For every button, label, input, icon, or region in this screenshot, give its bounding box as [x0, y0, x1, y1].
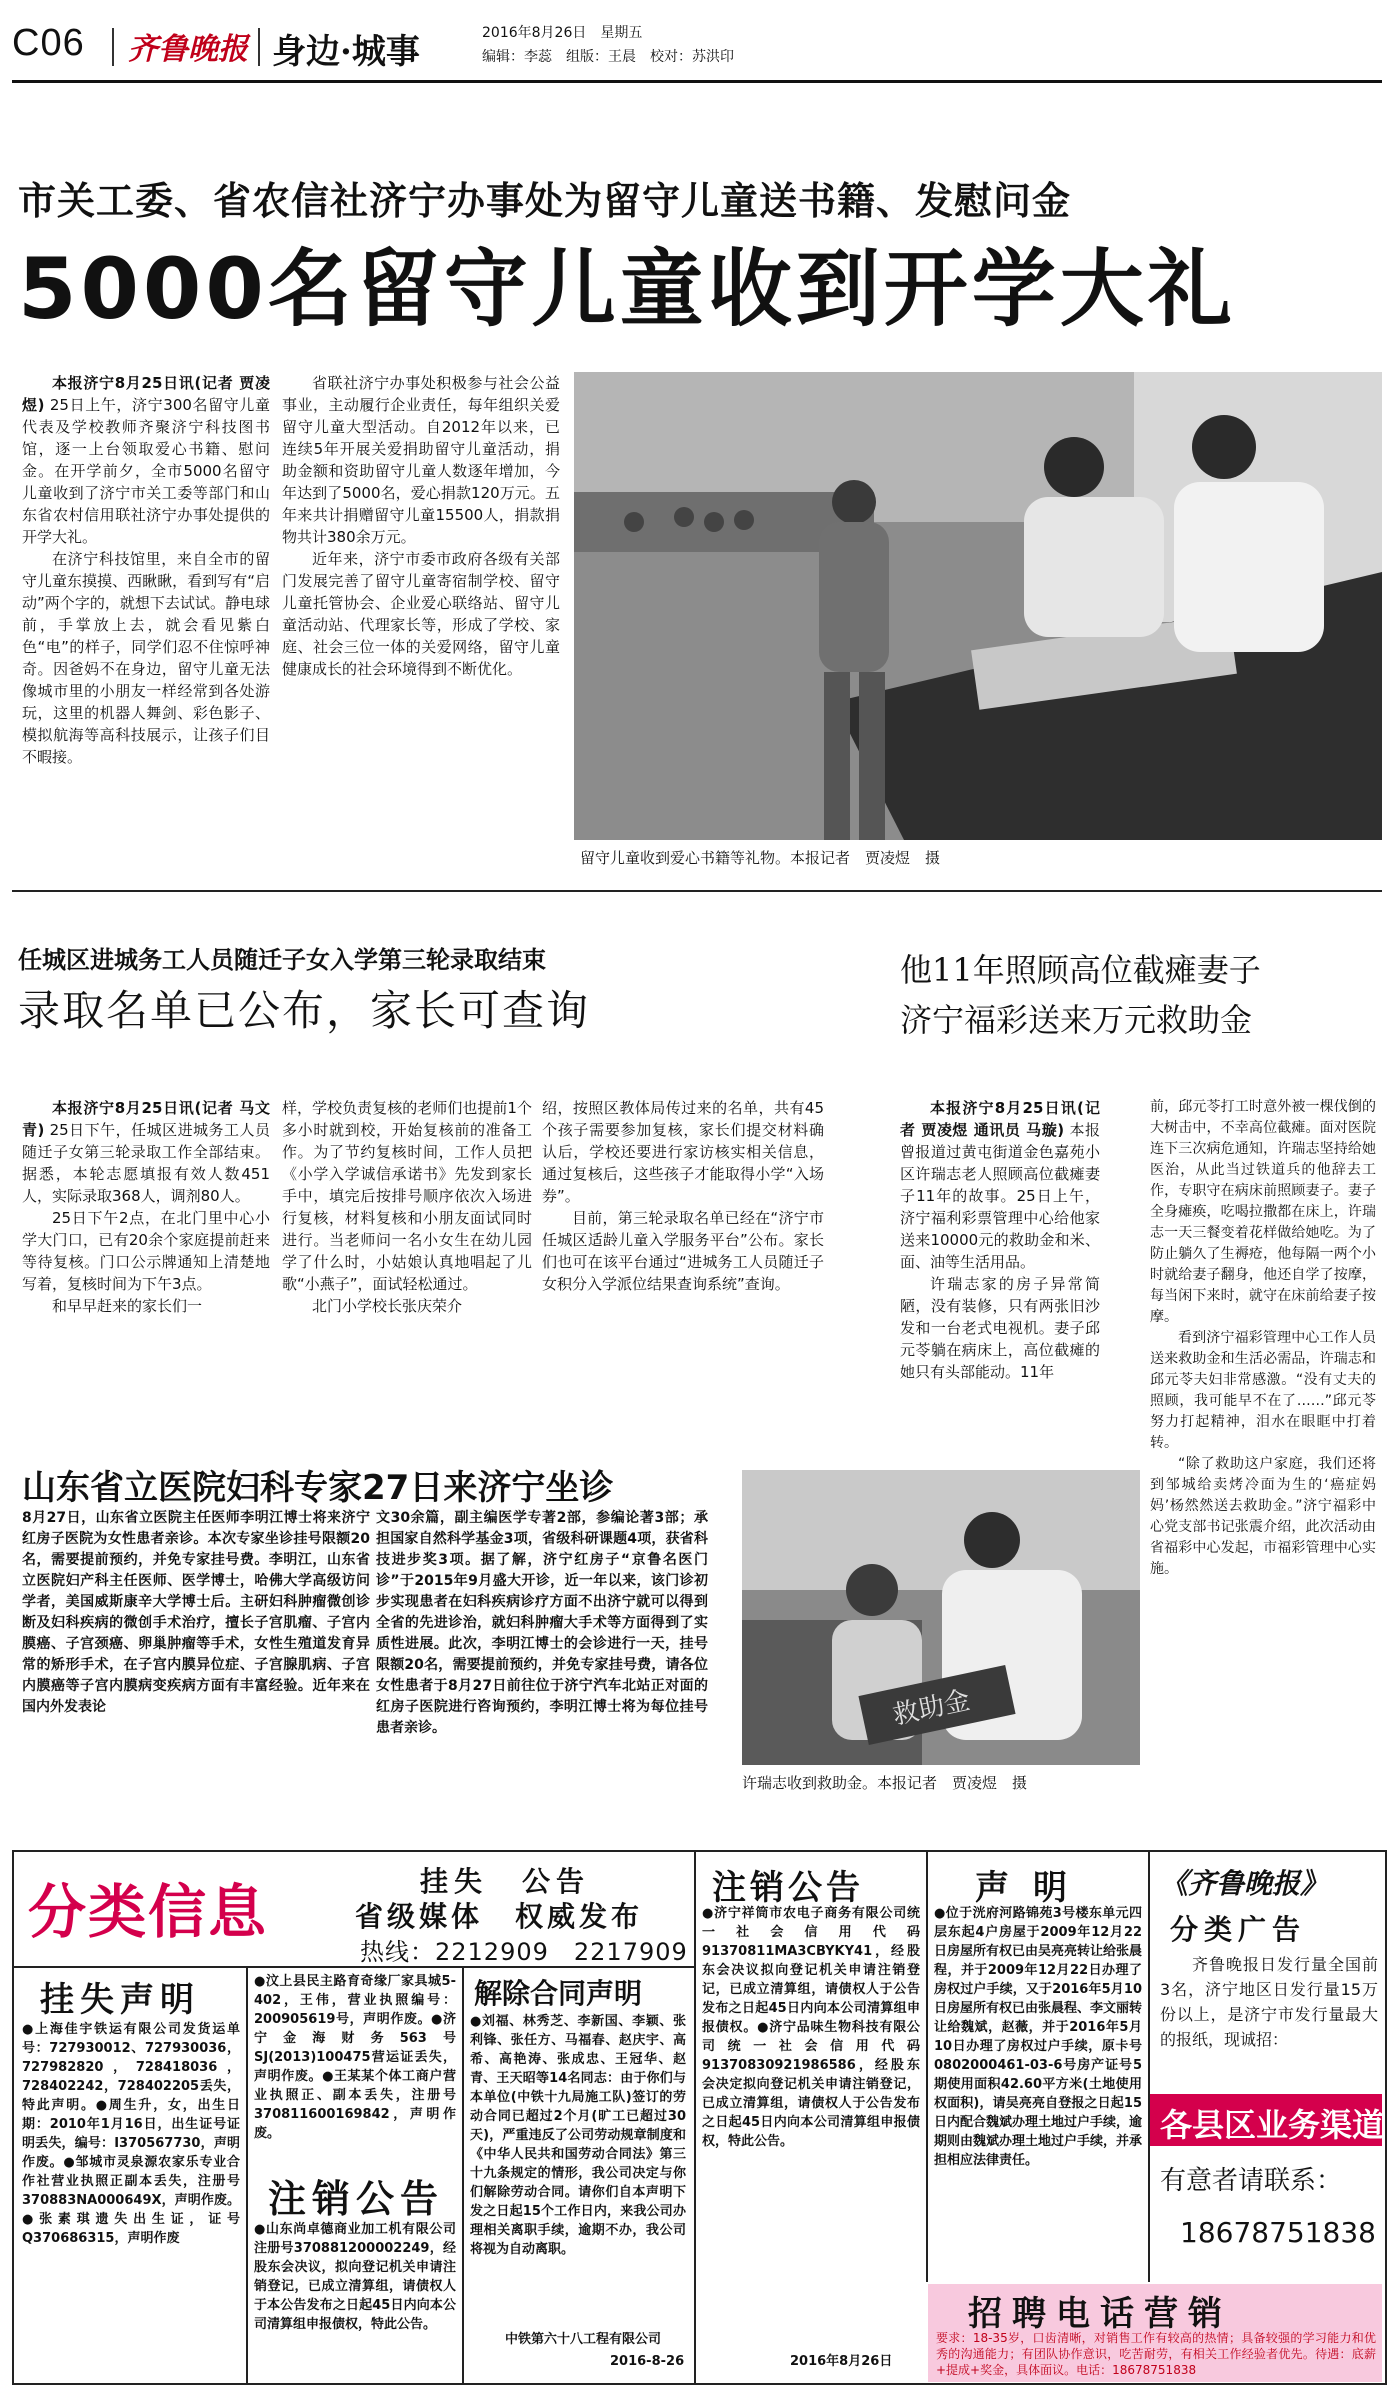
decl-text: ●位于洸府河路锦苑3号楼东单元四层东起4户房屋于2009年12月22日房屋所有权已由吴亮亮转让给张晨程，并于2009年12月22日办理了房权过户手续，又于2016年5月10日房屋所有权已由张晨程、李文丽转让给魏斌，赵薇，并于2016年5月10日办理了房权过户手续，原卡号0802000461-03-6号房产证号5期使用面积42.60平方米(土地使用权面积)，请吴亮亮自登报之日起15日内配合魏斌办理土地过户手续，逾期则由魏斌办理土地过户手续，并承担相应法律责任。 — [934, 1906, 1143, 2168]
contract-date: 2016-8-26 — [610, 2354, 685, 2369]
story1-photo — [574, 372, 1382, 840]
ad-subheader: 分类广告 — [1170, 1913, 1307, 1946]
story3-photo-art — [742, 1470, 1140, 1765]
header-rule — [12, 80, 1382, 83]
story3-para: 许瑞志家的房子异常简陋，没有装修，只有两张旧沙发和一台老式电视机。妻子邱元苓躺在病床上，高位截瘫的她只有头部能动。11年 — [900, 1275, 1100, 1381]
story2-lead: 本报济宁8月25日讯(记者 马文青) — [22, 1099, 270, 1139]
story1-photo-caption: 留守儿童收到爱心书籍等礼物。本报记者 贾凌煜 摄 — [580, 849, 941, 867]
recruit-header: 招聘电话营销 — [968, 2294, 1232, 2334]
story4-col2: 文30余篇，副主编医学专著2部，参编论著3部；承担国家自然科学基金3项，省级科研课题4项，获省科技进步奖3项。据了解，济宁红房子“京鲁名医门诊”于2015年9月盛大开诊，近一年以来，该门诊初步实现患者在妇科疾病诊疗方面不出济宁就可以得到全省的先进诊治，就妇科肿瘤大手术等方面得到了实质性进展。此次，李明江博士的会诊进行一天，挂号限额20名，需要提前预约，并免专家挂号费，请各位女性患者于8月27日前往位于济宁汽车北站正对面的红房子医院进行咨询预约，李明江博士将为每位挂号患者亲诊。 — [376, 1510, 708, 1736]
story3-col1 — [900, 1097, 1100, 1383]
cancel-date: 2016年8月26日 — [790, 2354, 893, 2369]
story2-para: 25日下午，任城区进城务工人员随迁子女第三轮录取工作全部结束。据悉，本轮志愿填报有效人数451人，实际录取368人，调剂80人。 — [22, 1121, 270, 1205]
lost-header: 挂失声明 — [40, 1980, 200, 2020]
lost-text: ●上海佳宇铁运有限公司发货运单号：727930012、727930036，727982820，728418036，728402242，728402205丢失，特此声明。●周生升，女，出生日期：2010年1月16日，出生证号证明丢失，编号：I370567730，声明作废。●邹城市灵泉源农家乐专业合作社营业执照正副本丢失，注册号370883NA000649X，声明作废。●张素琪遗失出生证，证号Q370686315，声明作废 — [22, 2022, 240, 2246]
classified-tag2: 省级媒体 权威发布 — [355, 1900, 644, 1933]
header-divider — [258, 28, 260, 66]
donation-banner-text: 救助金 — [890, 1685, 973, 1731]
cancel-header: 注销公告 — [712, 1868, 864, 1908]
ad-highlight: 各县区业务渠道 — [1160, 2106, 1385, 2144]
story1-headline: 5000名留守儿童收到开学大礼 — [18, 240, 1236, 338]
story2-para: 25日下午2点，在北门里中心小学大门口，已有20余个家庭提前赶来等待复核。门口公示牌通知上清楚地写着，复核时间为下午3点。 — [22, 1209, 270, 1293]
section-title: 身边·城事 — [272, 32, 420, 72]
story3-lead: 本报济宁8月25日讯(记者 贾凌煜 通讯员 马璇) — [900, 1099, 1100, 1139]
story1-lead: 本报济宁8月25日讯(记者 贾凌煜) — [22, 374, 270, 414]
cancel-text: ●济宁祥筒市农电子商务有限公司统一社会信用代码91370811MA3CBYKY41，经股东会决议拟向登记机关申请注销登记，已成立清算组，请债权人于公告发布之日起45日内向本公司清算组申报债权。●济宁品味生物科技有限公司统一社会信用代码91370830921986586，经股东会决定拟向登记机关申请注销登记，已成立清算组，请债权人于公告发布之日起45日内向本公司清算组申报债权，特此公告。 — [702, 1906, 920, 2149]
story3-para: “除了救助这户家庭，我们还将到邹城给卖烤冷面为生的‘癌症妈妈’杨然然送去救助金。”济宁福彩中心党支部书记张震介绍，此次活动由省福彩中心发起，市福彩管理中心实施。 — [1150, 1456, 1376, 1577]
ad-text: 齐鲁晚报日发行量全国前3名，济宁地区日发行量15万份以上，是济宁市发行量最大的报纸，现诚招： — [1160, 1955, 1378, 2049]
story1-para: 近年来，济宁市委市政府各级有关部门发展完善了留守儿童寄宿制学校、留守儿童托管协会、企业爱心联络站、留守儿童活动站、代理家长等，形成了学校、家庭、社会三位一体的关爱网络，留守儿童健康成长的社会环境得到不断优化。 — [282, 550, 560, 678]
ad-contact: 有意者请联系： — [1160, 2166, 1343, 2196]
story1-para: 25日上午，济宁300名留守儿童代表及学校教师齐聚济宁科技图书馆，逐一上台领取爱心书籍、慰问金。在开学前夕，全市5000名留守儿童收到了济宁市关工委等部门和山东省农村信用联社济宁办事处提供的开学大礼。 — [22, 396, 270, 546]
notice-header: 注销公告 — [268, 2176, 445, 2221]
contract-sign: 中铁第六十八工程有限公司 — [505, 2332, 662, 2347]
classified-hotline: 热线：2212909 2217909 — [360, 1938, 688, 1966]
classified-title: 分类信息 — [28, 1878, 269, 1946]
story2-col1 — [22, 1097, 270, 1317]
classified-divider — [246, 1968, 248, 2383]
story3-subhead: 济宁福彩送来万元救助金 — [900, 1001, 1253, 1039]
story2-para: 绍，按照区教体局传过来的名单，共有45个孩子需要参加复核，家长们提交材料确认后，学校还要进行家访核实相关信息，通过复核后，这些孩子才能取得小学“入场券”。 — [542, 1099, 824, 1205]
story3-col2 — [1150, 1097, 1376, 1580]
story2-kicker: 任城区进城务工人员随迁子女入学第三轮录取结束 — [18, 946, 546, 974]
story3-headline: 他11年照顾高位截瘫妻子 — [900, 951, 1261, 989]
story2-para: 北门小学校长张庆荣介 — [312, 1297, 463, 1315]
story3-photo — [742, 1470, 1140, 1765]
classified-divider — [926, 1852, 928, 2282]
classified-divider — [462, 1968, 464, 2383]
story3-para: 本报曾报道过黄屯街道金色嘉苑小区许瑞志老人照顾高位截瘫妻子11年的故事。25日上午，济宁福利彩票管理中心给他家送来10000元的救助金和米、面、油等生活用品。 — [900, 1121, 1100, 1271]
classified-divider — [1148, 1852, 1150, 2282]
story1-col1 — [22, 372, 270, 768]
section-rule — [12, 890, 1382, 892]
ad-phone: 18678751838 — [1180, 2216, 1376, 2249]
decl-header: 声明 — [975, 1868, 1091, 1908]
story1-para: 省联社济宁办事处积极参与社会公益事业，主动履行企业责任，每年组织关爱留守儿童大型活动。自2012年以来，已连续5年开展关爱捐助留守儿童活动，捐助金额和资助留守儿童人数逐年增加，今年达到了5000名，爱心捐款120万元。五年来共计捐赠留守儿童15500人，捐款捐物共计380余万元。 — [282, 374, 560, 546]
story3-para: 前，邱元苓打工时意外被一棵伐倒的大树击中，不幸高位截瘫。面对医院连下三次病危通知，许瑞志坚持给她医治，从此当过铁道兵的他辞去工作，专职守在病床前照顾妻子。妻子全身瘫痪，吃喝拉撒都在床上，许瑞志一天三餐变着花样做给她吃。为了防止躺久了生褥疮，他每隔一两个小时就给妻子翻身，他还自学了按摩，每当闲下来时，就守在床前给妻子按摩。 — [1150, 1099, 1376, 1325]
story4-col1: 8月27日，山东省立医院主任医师李明江博士将来济宁红房子医院为女性患者亲诊。本次专家坐诊挂号限额20名，需要提前预约，并免专家挂号费。李明江，山东省立医院妇产科主任医师、医学博士，哈佛大学高级访问学者，美国威斯康辛大学博士后。主研妇科肿瘤微创诊断及妇科疾病的微创手术治疗，擅长子宫肌瘤、子宫内膜癌、子宫颈癌、卵巢肿瘤等手术，女性生殖道发育异常的矫形手术，在子宫内膜异位症、子宫腺肌病、子宫内膜癌等子宫内膜病变疾病方面有丰富经验。近年来在国内外发表论 — [22, 1510, 370, 1715]
recruit-text: 要求：18-35岁，口齿清晰，对销售工作有较高的热情；具备较强的学习能力和优秀的沟通能力；有团队协作意识，吃苦耐劳，有相关工作经验者优先。待遇：底薪+提成+奖金，具体面议。电话：18678751838 — [936, 2331, 1376, 2377]
page-number: C06 — [12, 22, 85, 64]
story3-photo-caption: 许瑞志收到救助金。本报记者 贾凌煜 摄 — [742, 1774, 1028, 1792]
story3-para: 看到济宁福彩管理中心工作人员送来救助金和生活必需品，许瑞志和邱元苓夫妇非常感激。“没有丈夫的照顾，我可能早不在了……”邱元苓努力打起精神，泪水在眼眶中打着转。 — [1150, 1330, 1376, 1451]
staff-line: 编辑：李蕊 组版：王晨 校对：苏洪印 — [482, 49, 734, 65]
story2-para: 样，学校负责复核的老师们也提前1个多小时就到校，开始复核前的准备工作。为了节约复核时间，工作人员把《小学入学诚信承诺书》先发到家长手中，填完后按排号顺序依次入场进行复核，材料复核和小朋友面试同时进行。当老师问一名小女生在幼儿园学了什么时，小姑娘认真地唱起了儿歌“小燕子”，面试轻松通过。 — [282, 1099, 532, 1293]
paper-logo: 齐鲁晚报 — [128, 32, 248, 67]
story2-headline: 录取名单已公布，家长可查询 — [18, 986, 591, 1035]
story2-col3 — [542, 1097, 824, 1295]
story4-headline: 山东省立医院妇科专家27日来济宁坐诊 — [22, 1468, 614, 1508]
contract-header: 解除合同声明 — [474, 1977, 643, 2010]
header-divider — [112, 28, 114, 66]
notice-text: ●山东尚卓德商业加工机有限公司注册号370881200002249，经股东会决议，拟向登记机关申请注销登记，已成立清算组，请债权人于本公告发布之日起45日内向本公司清算组申报债权，特此公告。 — [254, 2222, 456, 2332]
ad-header: 《齐鲁晚报》 — [1160, 1867, 1329, 1900]
story2-para: 目前，第三轮录取名单已经在“济宁市任城区适龄儿童入学服务平台”公布。家长们也可在该平台通过“进城务工人员随迁子女积分入学派位结果查询系统”查询。 — [542, 1209, 824, 1293]
classified-divider — [694, 1852, 696, 2383]
classified-tag1: 挂失 公告 — [420, 1865, 591, 1898]
story1-col2 — [282, 372, 560, 680]
classified-divider — [14, 1966, 694, 1968]
story2-para: 和早早赶来的家长们一 — [52, 1297, 203, 1315]
story1-photo-art — [574, 372, 1382, 840]
date-line: 2016年8月26日 星期五 — [482, 25, 643, 41]
contract-text: ●刘福、林秀芝、李新国、李颖、张利锋、张任方、马福春、赵庆宇、高希、高艳涛、张成忠、王冠华、赵青、王天昭等14名同志：由于你们与本单位(中铁十九局施工队)签订的劳动合同已超过2个月(旷工已超过30天)，严重违反了公司劳动规章制度和《中华人民共和国劳动合同法》第三十九条规定的情形，我公司决定与你们解除劳动合同。请你们自本声明下发之日起15个工作日内，来我公司办理相关离职手续，逾期不办，我公司将视为自动离职。 — [470, 2014, 686, 2257]
story1-para: 在济宁科技馆里，来自全市的留守儿童东摸摸、西瞅瞅，看到写有“启动”两个字的，就想下去试试。静电球前，手掌放上去，就会看见紫白色“电”的样子，同学们忍不住惊呼神奇。因爸妈不在身边，留守儿童无法像城市里的小朋友一样经常到各处游玩，这里的机器人舞剑、彩色影子、模拟航海等高科技展示，让孩子们目不暇接。 — [22, 550, 270, 766]
story2-col2 — [282, 1097, 532, 1317]
story1-kicker: 市关工委、省农信社济宁办事处为留守儿童送书籍、发慰问金 — [18, 179, 1072, 223]
mid-lost-text: ●汶上县民主路育奇缘厂家具城5-402，王伟，营业执照编号：200905619号，声明作废。●济宁金海财务563号SJ(2013)100475营运证丢失，声明作废。●王某某个体工商户营业执照正、副本丢失，注册号370811600169842，声明作废。 — [254, 1974, 456, 2141]
